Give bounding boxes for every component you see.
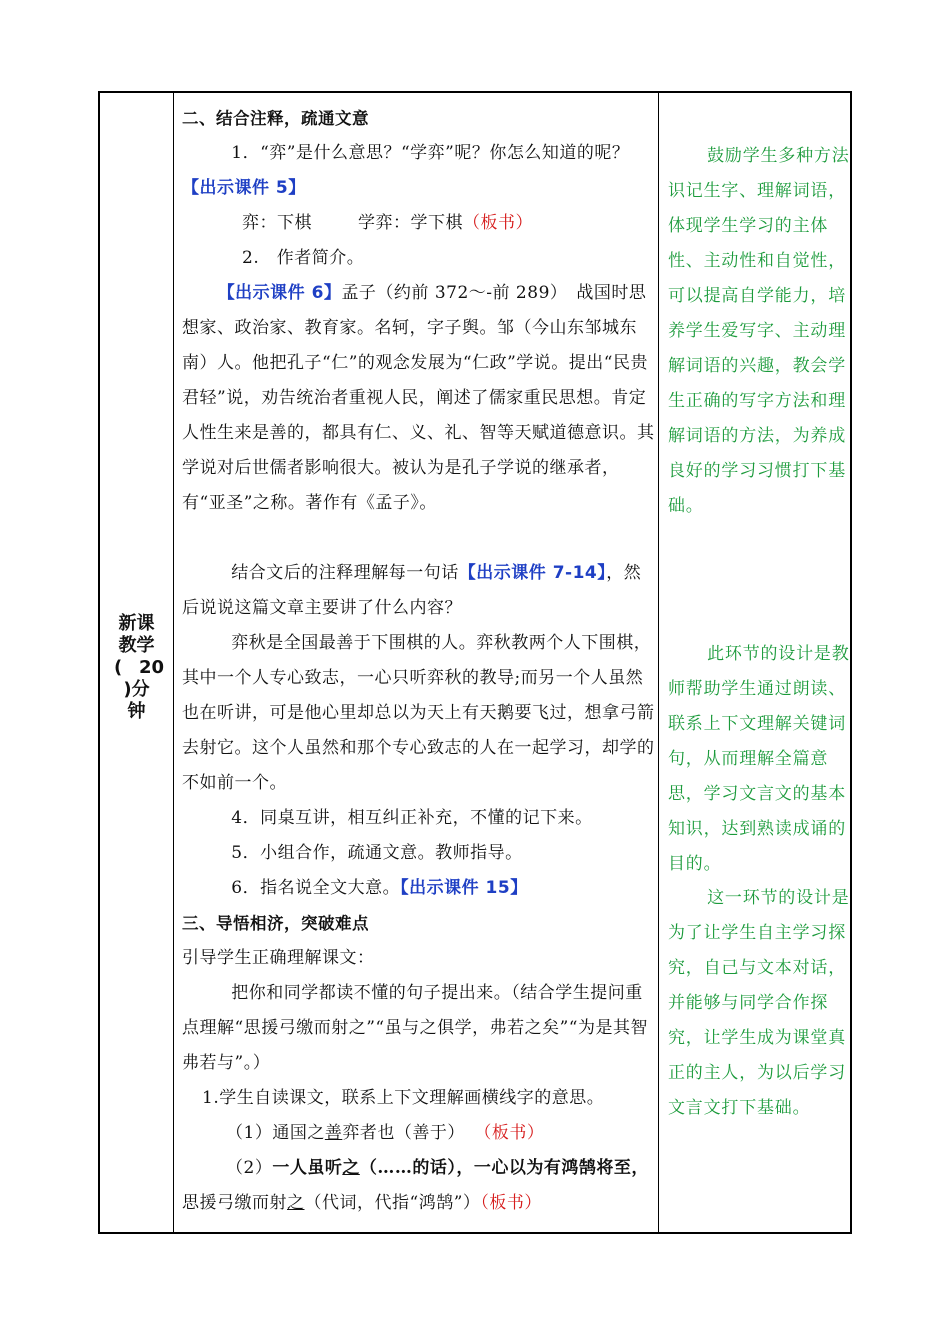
sentence2-underlined-2: 之 [287, 1193, 305, 1213]
stage-label-line3 [100, 657, 173, 679]
item2: 2. 作者简介。 [242, 248, 365, 268]
courseware-tag-15: 【出示课件 15】 [400, 878, 528, 898]
design-note-3: 这一环节的设计是为了让学生自主学习探究，自己与文本对话，并能够与同学合作探究，让学生成为课堂真正的主人，为以后学习文言文打下基础。 [668, 888, 850, 1118]
guide-text: 把你和同学都读不懂的句子提出来。（结合学生提问重点理解“思援弓缴而射之”“虽与之俱学，弗若之矣”“为是其智弗若与”。） [182, 983, 648, 1073]
courseware-tag-7-14: 【出示课件 7-14】 [458, 563, 607, 583]
design-note-1: 鼓励学生多种方法识记生字、理解词语，体现学生学习的主体性、主动性和自觉性，可以提高自学能力，培养学生爱写字、主动理解词语的兴趣，教会学生正确的写字方法和理解词语的方法，为养成良好的学习习惯打下基础。 [668, 146, 850, 516]
item6-text: 6．指名说全文大意。 [231, 878, 401, 898]
design-note-2: 此环节的设计是教师帮助学生通过朗读、联系上下文理解关键词句，从而理解全篇意思，学习文言文的基本知识，达到熟读成诵的目的。 [668, 644, 850, 874]
item3-text-b: ，然后说说这篇文章主要讲了什么内容？ [182, 563, 642, 618]
sentence2-d: 思援弓缴而射 [182, 1193, 287, 1213]
stage-label [100, 613, 173, 723]
blackboard-tag-1: （板书） [463, 213, 533, 233]
sentence2-e: （代词，代指“鸿鹄”） [304, 1193, 481, 1213]
guide-intro: 引导学生正确理解课文： [182, 948, 375, 968]
blackboard-tag-3: （板书） [480, 1193, 542, 1213]
sentence1 [182, 1116, 656, 1151]
sentence1-a: （1）通国之 [226, 1123, 325, 1143]
author-intro [182, 276, 656, 521]
item6 [182, 871, 656, 906]
section2-title: 二、结合注释，疏通文意 [182, 109, 369, 128]
question1-text: 1．“弈”是什么意思？“学弈”呢？你怎么知道的呢？ [231, 143, 630, 163]
lesson-table [98, 91, 852, 1234]
sentence2 [182, 1151, 656, 1221]
item5: 5．小组合作，疏通文意。教师指导。 [231, 843, 523, 863]
item3 [182, 556, 656, 626]
stage-label-line5: 钟 [127, 701, 146, 722]
sentence2-underlined: 之 [342, 1158, 360, 1178]
section3-title: 三、导悟相济，突破难点 [182, 914, 369, 933]
stage-label-line2: 教学 [118, 635, 155, 656]
column-divider-left [173, 93, 174, 1232]
sentence2-b: 一人虽听 [272, 1158, 343, 1178]
sentence1-b: 弈者也（善于） [342, 1123, 465, 1143]
item4: 4．同桌互讲，相互纠正补充，不懂的记下来。 [231, 808, 593, 828]
courseware-tag-6: 【出示课件 6】 [217, 283, 342, 303]
sentence1-underlined: 善 [324, 1123, 343, 1143]
question1 [182, 136, 656, 206]
stage-paren-open: ( [114, 657, 123, 678]
sentence2-a: （2） [226, 1158, 273, 1178]
blackboard-line1 [182, 206, 656, 241]
teaching-process [182, 101, 656, 1221]
blackboard-tag-2: （板书） [482, 1123, 545, 1143]
story-summary: 弈秋是全国最善于下围棋的人。弈秋教两个人下围棋，其中一个人专心致志，一心只听弈秋的教导;而另一个人虽然也在听讲，可是他心里却总以为天上有天鹅要飞过，想拿弓箭去射它。这个人虽然和那个专心致志的人在一起学习，却学的不如前一个。 [182, 633, 655, 793]
courseware-tag-5: 【出示课件 5】 [182, 178, 306, 198]
stage-minutes: 20 [138, 657, 164, 678]
column-divider-right [658, 93, 659, 1232]
stage-label-line1: 新课 [118, 613, 155, 634]
sentence2-c: （……的话），一心以为有鸿鹄将至， [359, 1158, 649, 1178]
author-intro-text: 孟子（约前 372～-前 289） 战国时思想家、政治家、教育家。名轲，字子舆。邹（今山东邹城东南）人。他把孔子“仁”的观念发展为“仁政”学说。提出“民贵君轻”说，劝告统治者重视人民，阐述了儒家重民思想。肯定人性生来是善的，都具有仁、义、礼、智等天赋道德意识。其学说对后世儒者影响很大。被认为是孔子学说的继承者，有“亚圣”之称。著作有《孟子》。 [182, 283, 655, 513]
stage-label-line4: )分 [123, 679, 150, 700]
spacer [182, 521, 656, 556]
blackboard-yi: 弈：下棋 [242, 213, 312, 233]
self-read: 1.学生自读课文，联系上下文理解画横线字的意思。 [202, 1088, 605, 1108]
blackboard-xueyi: 学弈：学下棋 [358, 213, 463, 233]
item3-text-a: 结合文后的注释理解每一句话 [231, 563, 459, 583]
